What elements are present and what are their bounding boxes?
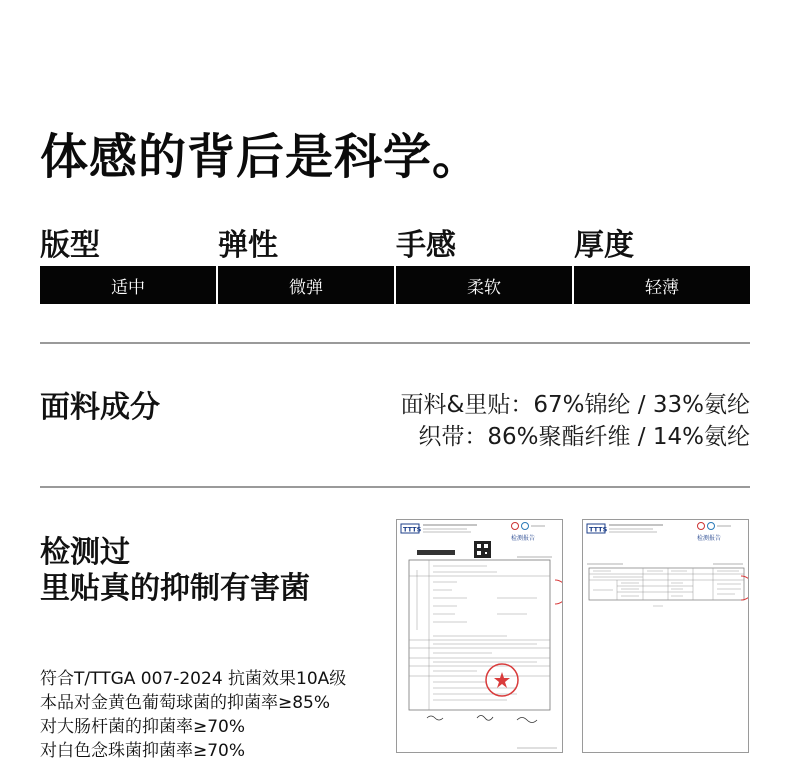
test-report-thumbnail <box>582 519 749 753</box>
test-report-thumbnail <box>396 519 563 753</box>
attribute-name-elasticity: 弹性 <box>218 228 278 263</box>
barcode-icon <box>417 550 455 555</box>
fabric-composition-line: 面料&里贴：67%锦纶 / 33%氨纶 <box>400 392 750 418</box>
attribute-name-feel: 手感 <box>396 228 456 263</box>
attribute-value-elasticity: 微弹 <box>218 266 394 304</box>
test-claim: 对大肠杆菌的抑菌率≥70% <box>40 717 246 737</box>
test-claim: 符合T/TTGA 007-2024 抗菌效果10A级 <box>40 669 347 689</box>
page-headline: 体感的背后是科学。 <box>40 129 482 185</box>
attribute-value-fit: 适中 <box>40 266 216 304</box>
test-section-title: 里贴真的抑制有害菌 <box>40 571 310 606</box>
report-logo: TTTS <box>403 525 422 534</box>
report-logo: TTTS <box>589 525 608 534</box>
attribute-value-feel: 柔软 <box>396 266 572 304</box>
divider <box>40 486 750 488</box>
test-claim: 本品对金黄色葡萄球菌的抑菌率≥85% <box>40 693 331 713</box>
fabric-composition-title: 面料成分 <box>40 390 160 425</box>
report-title: 检测报告 <box>697 535 722 542</box>
fabric-composition-line: 织带：86%聚酯纤维 / 14%氨纶 <box>418 424 750 450</box>
qr-code-icon <box>474 541 491 558</box>
report-title: 检测报告 <box>511 535 536 542</box>
certification-mark-icon <box>522 523 529 530</box>
signature-icon <box>427 716 443 720</box>
attribute-name-thickness: 厚度 <box>574 228 634 263</box>
certification-mark-icon <box>512 523 519 530</box>
certification-mark-icon <box>708 523 715 530</box>
divider <box>40 342 750 344</box>
test-section-title: 检测过 <box>40 535 130 570</box>
attribute-name-fit: 版型 <box>40 228 100 263</box>
certification-mark-icon <box>698 523 705 530</box>
signature-icon <box>517 718 537 723</box>
test-claim: 对白色念珠菌抑菌率≥70% <box>40 741 246 761</box>
attribute-value-thickness: 轻薄 <box>574 266 750 304</box>
signature-icon <box>477 716 493 721</box>
